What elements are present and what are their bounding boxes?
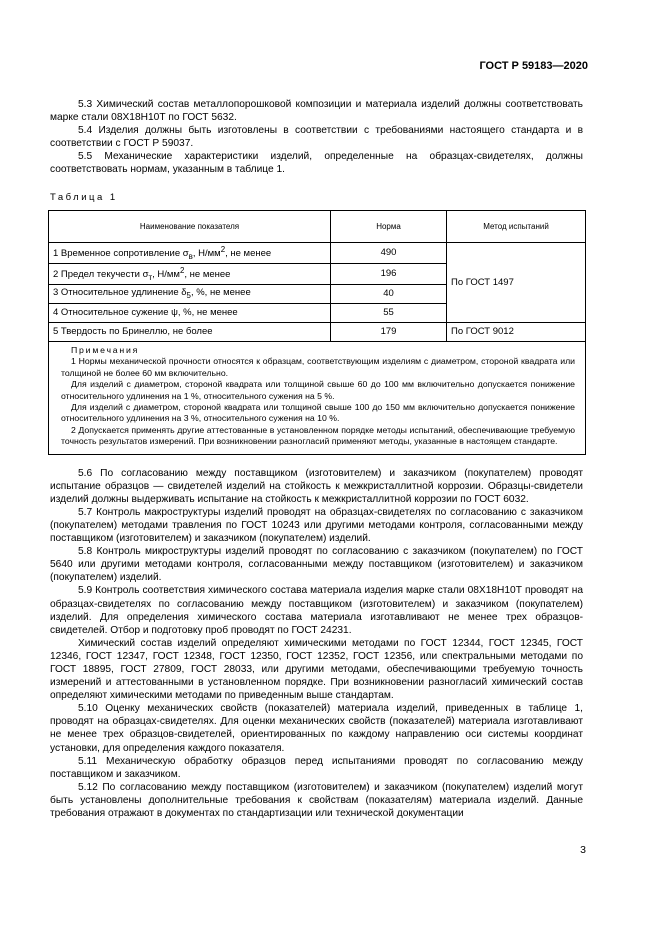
note: Для изделий с диаметром, стороной квадрата или толщиной свыше 60 до 100 мм включительно допускается понижение относительного удлинения на 1 %, относительного сужения на 5 %. [61, 379, 575, 401]
note: 2 Допускается применять другие аттестованные в установленном порядке методы испытаний, обеспечивающие требуемую точность результатов измерений. При возникновении разногласий применяют методы, указанные в настоящем стандарте. [61, 424, 575, 447]
paragraph: Химический состав изделий определяют химическими методами по ГОСТ 12344, ГОСТ 12345, ГОСТ 12346, ГОСТ 12347, ГОСТ 12348, ГОСТ 12350, ГОСТ 12352, ГОСТ 12356, или спектральными методами по ГОСТ 18895, ГОСТ 27809, ГОСТ 28033, или другими методами, обеспечивающими требуемую точность измерений и аттестованными в установленном порядке. При возникновении разногласий химический состав определяют химическими методами по приведенным выше стандартам. [50, 637, 583, 702]
page-number: 3 [580, 844, 586, 856]
paragraph: 5.9 Контроль соответствия химического состава материала изделия марке стали 08Х18Н10Т проводят на образцах-свидетелях по согласованию между поставщиком (изготовителем) и заказчиком (покупателем) изделий. Для определения химического состава материала изготавливают не менее трех образцов-свидетелей. Отбор и подготовку проб проводят по ГОСТ 24231. [50, 585, 583, 636]
paragraph: 5.3 Химический состав металлопорошковой композиции и материала изделий должны соответствовать марке стали 08Х18Н10Т по ГОСТ 5632. [50, 99, 583, 124]
norm-cell: 196 [331, 263, 447, 284]
note: 1 Нормы механической прочности относятся к образцам, соответствующим изделиям с диаметром, стороной квадрата или толщиной не более 60 мм включительно. [61, 356, 575, 378]
header-indicator: Наименование показателя [49, 210, 331, 242]
document-code: ГОСТ Р 59183—2020 [479, 60, 588, 72]
table-notes [49, 341, 586, 454]
norm-cell: 40 [331, 284, 447, 303]
indicator-cell: 4 Относительное сужение ψ, %, не менее [49, 303, 331, 322]
table-row [49, 322, 586, 341]
body-text [50, 467, 583, 821]
method-cell: По ГОСТ 9012 [447, 322, 586, 341]
table-caption: Таблица 1 [50, 191, 118, 203]
norm-cell: 179 [331, 322, 447, 341]
notes-title: Примечания [71, 344, 140, 355]
method-cell: По ГОСТ 1497 [447, 242, 586, 322]
table-header-row [49, 210, 586, 242]
paragraph: 5.7 Контроль макроструктуры изделий проводят на образцах-свидетелях по согласованию с заказчиком (покупателем) методами травления по ГОСТ 10243 или другими методами контроля, согласованными между поставщиком (изготовителем) и заказчиком (покупателем) изделий. [50, 506, 583, 545]
properties-table [48, 210, 586, 455]
norm-cell: 490 [331, 242, 447, 263]
table-notes-row [49, 341, 586, 454]
indicator-cell: 1 Временное сопротивление $\sigma_в$, $Н/мм^2$, не менее [49, 242, 331, 263]
indicator-cell: 5 Твердость по Бринеллю, не более [49, 322, 331, 341]
indicator-cell: 2 Предел текучести $\sigma_т$, $Н/мм^2$, не менее [49, 263, 331, 284]
paragraph: 5.6 По согласованию между поставщиком (изготовителем) и заказчиком (покупателем) проводят испытание образцов — свидетелей изделий на стойкость к межкристаллитной коррозии. Образцы-свидетели изделий должны выдерживать испытание на стойкость к межкристаллитной коррозии по ГОСТ 6032. [50, 467, 583, 505]
paragraph: 5.12 По согласованию между поставщиком (изготовителем) и заказчиком (покупателем) изделий могут быть установлены дополнительные требования к свойствам (показателям) материала изделий. Данные требования отражают в документах по стандартизации или технической документации [50, 781, 583, 820]
note: Для изделий с диаметром, стороной квадрата или толщиной свыше 100 до 150 мм включительно допускается понижение относительного удлинения на 3 %, относительного сужения на 10 %. [61, 401, 575, 424]
header-method: Метод испытаний [447, 210, 586, 242]
table-row [49, 242, 586, 263]
paragraph: 5.5 Механические характеристики изделий, определенные на образцах-свидетелях, должны соответствовать нормам, указанным в таблице 1. [50, 151, 583, 176]
document-body [50, 98, 583, 820]
paragraph: 5.10 Оценку механических свойств (показателей) материала изделий, приведенных в таблице 1, проводят на образцах-свидетелях. Для оценки механических свойств (показателей) материала изготавливают не менее трех образцов-свидетелей, ориентированных по каждому направлению оси системы координат установки, для определения каждого показателя. [50, 703, 583, 754]
paragraph: 5.4 Изделия должны быть изготовлены в соответствии с требованиями настоящего стандарта и в соответствии с ГОСТ Р 59037. [50, 125, 583, 150]
indicator-cell: 3 Относительное удлинение $\delta_5$, %, не менее [49, 284, 331, 303]
header-norm: Норма [331, 210, 447, 242]
norm-cell: 55 [331, 303, 447, 322]
paragraph: 5.8 Контроль микроструктуры изделий проводят по согласованию с заказчиком (покупателем) по ГОСТ 5640 или другими методами контроля, согласованными между поставщиком (изготовителем) и заказчиком (покупателем) изделий. [50, 546, 583, 584]
paragraph: 5.11 Механическую обработку образцов перед испытаниями проводят по согласованию между поставщиком и заказчиком. [50, 755, 583, 780]
